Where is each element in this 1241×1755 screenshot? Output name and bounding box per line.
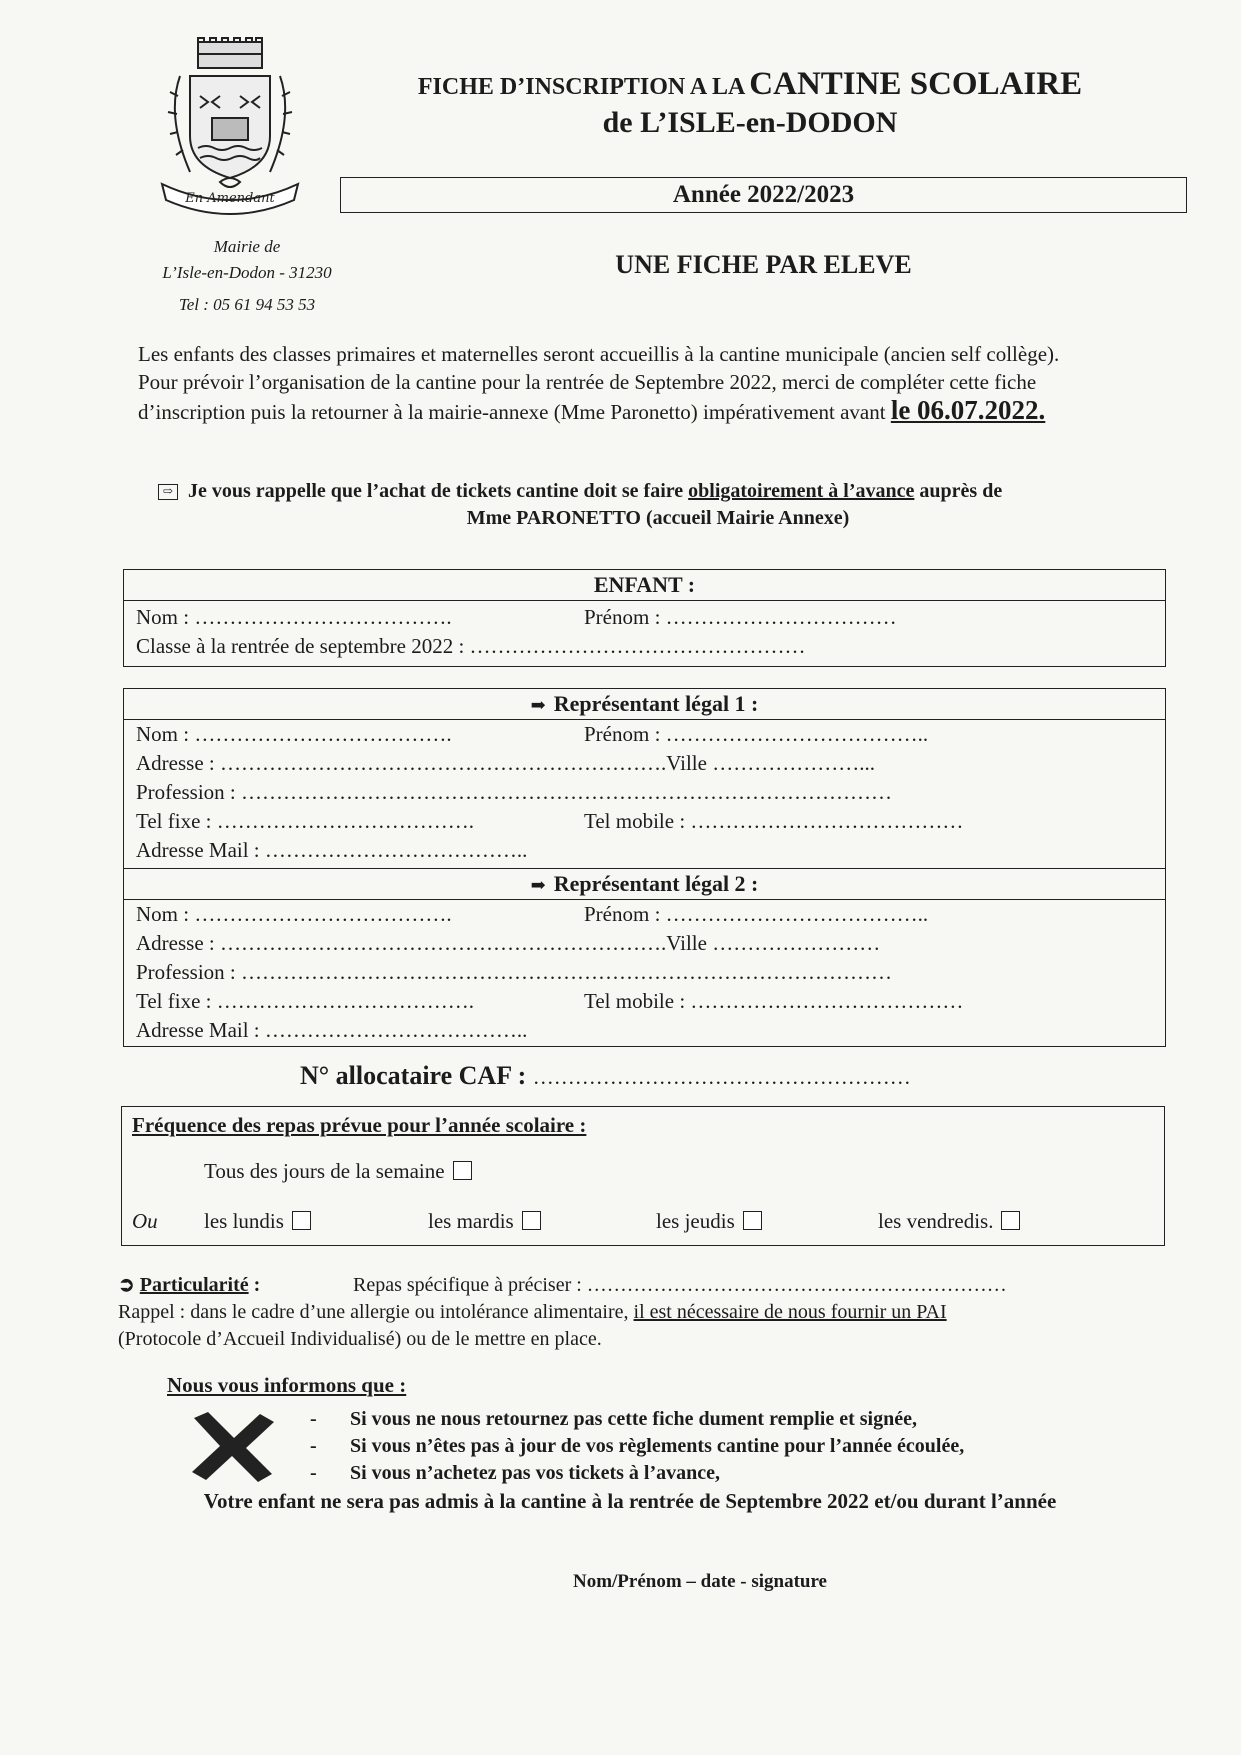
condition-1-text: Si vous ne nous retournez pas cette fiche dument remplie et signée, <box>350 1408 917 1430</box>
representant-2-title: Représentant légal 2 : <box>553 871 759 896</box>
meal-frequency-section <box>121 1106 1165 1246</box>
cross-mark-icon <box>188 1410 278 1484</box>
inform-title: Nous vous informons que : <box>167 1373 407 1397</box>
particularite-section <box>118 1272 1158 1353</box>
representant-1-header <box>124 689 1165 720</box>
school-year: Année 2022/2023 <box>672 181 855 208</box>
mardis-checkbox[interactable] <box>522 1211 541 1230</box>
condition-3 <box>310 1460 964 1487</box>
caf-number-row <box>300 1061 911 1091</box>
repas-specifique-field[interactable]: Repas spécifique à préciser : ……………………………………………………… <box>353 1274 1007 1296</box>
rep2-mail-field[interactable]: Adresse Mail : ……………………………….. <box>136 1018 528 1042</box>
ou-label: Ou <box>132 1209 158 1233</box>
school-year-box <box>340 177 1187 213</box>
bullet-dash: - <box>310 1435 317 1457</box>
enfant-nom-field[interactable]: Nom : ………………………………. <box>136 605 452 629</box>
vendredis-option <box>878 1209 1020 1234</box>
bullet-dash: - <box>310 1462 317 1484</box>
intro-line-1: Les enfants des classes primaires et maternelles seront accueillis à la cantine municipale (ancien self collège). <box>138 342 1060 366</box>
reminder-text-after: auprès de <box>914 480 1003 502</box>
intro-line-3-text: d’inscription puis la retourner à la mairie-annexe (Mme Paronetto) impérativement avant <box>138 400 891 424</box>
rappel-text: Rappel : dans le cadre d’une allergie ou intolérance alimentaire, <box>118 1301 634 1323</box>
rep2-profession-field[interactable]: Profession : ………………………………………………………………………………… <box>136 960 892 984</box>
caf-number-field[interactable]: ……………………………………………… <box>532 1065 911 1089</box>
jeudis-checkbox[interactable] <box>743 1211 762 1230</box>
rep1-profession-field[interactable]: Profession : ………………………………………………………………………………… <box>136 780 892 804</box>
mairie-phone: Tel : 05 61 94 53 53 <box>178 295 316 314</box>
rappel-line-2: (Protocole d’Accueil Individualisé) ou de le mettre en place. <box>118 1328 602 1350</box>
all-days-label: Tous des jours de la semaine <box>204 1159 445 1183</box>
page-title <box>330 66 1170 103</box>
reminder-text: Je vous rappelle que l’achat de tickets cantine doit se faire <box>188 480 689 502</box>
intro-line-2: Pour prévoir l’organisation de la cantine pour la rentrée de Septembre 2022, merci de compléter cette fiche <box>138 370 1037 394</box>
mairie-name: Mairie de <box>213 237 281 256</box>
mardis-label: les mardis <box>428 1209 514 1233</box>
lundis-option <box>204 1209 311 1234</box>
intro-paragraph <box>138 340 1138 426</box>
rep1-prenom-field[interactable]: Prénom : ……………………………….. <box>584 722 929 746</box>
title-large: CANTINE SCOLAIRE <box>749 66 1083 102</box>
right-arrow-icon: ➡ <box>530 695 546 715</box>
rappel-line-1 <box>118 1299 1158 1326</box>
vendredis-label: les vendredis. <box>878 1209 994 1233</box>
rep2-nom-field[interactable]: Nom : ………………………………. <box>136 902 452 926</box>
checkbox-arrow-icon: ⇨ <box>158 484 178 500</box>
representant-1-title: Représentant légal 1 : <box>553 691 759 716</box>
reminder-underlined: obligatoirement à l’avance <box>688 480 915 502</box>
motto-text: En Amendant <box>185 191 275 206</box>
rep1-adresse-field[interactable]: Adresse : ……………………………………………………….Ville …………………... <box>136 751 875 775</box>
jeudis-label: les jeudis <box>656 1209 735 1233</box>
enfant-section <box>123 569 1166 667</box>
enfant-header: ENFANT : <box>124 570 1165 601</box>
representant-2-header <box>124 869 1165 900</box>
condition-2 <box>310 1433 964 1460</box>
rep1-mail-field[interactable]: Adresse Mail : ……………………………….. <box>136 838 528 862</box>
particularite-label-wrap <box>118 1274 260 1296</box>
mairie-address: L’Isle-en-Dodon - 31230 <box>162 263 332 282</box>
consequence-text: Votre enfant ne sera pas admis à la cantine à la rentrée de Septembre 2022 et/ou durant l’année <box>203 1489 1057 1513</box>
rep1-telmobile-field[interactable]: Tel mobile : ………………………………… <box>584 809 964 833</box>
mairie-info <box>152 234 342 318</box>
intro-line-3 <box>138 396 1138 426</box>
rep2-adresse-field[interactable]: Adresse : ……………………………………………………….Ville …………………… <box>136 931 881 955</box>
rep1-nom-field[interactable]: Nom : ………………………………. <box>136 722 452 746</box>
lundis-label: les lundis <box>204 1209 284 1233</box>
lundis-checkbox[interactable] <box>292 1211 311 1230</box>
representant-1-section <box>123 688 1166 869</box>
circle-arrow-icon: ➲ <box>118 1274 140 1296</box>
right-arrow-icon: ➡ <box>530 875 546 895</box>
title-small: FICHE D’INSCRIPTION A LA <box>417 74 746 100</box>
all-days-option <box>204 1159 472 1184</box>
caf-label: N° allocataire CAF : <box>300 1061 527 1090</box>
coat-of-arms-logo <box>150 36 310 226</box>
rep2-telmobile-field[interactable]: Tel mobile : ………………………………… <box>584 989 964 1013</box>
ticket-reminder <box>158 478 1158 532</box>
condition-1 <box>310 1406 964 1433</box>
rappel-underlined: il est nécessaire de nous fournir un PAI <box>633 1301 947 1323</box>
condition-3-text: Si vous n’achetez pas vos tickets à l’avance, <box>350 1462 720 1484</box>
signature-field[interactable]: Nom/Prénom – date - signature <box>572 1571 827 1592</box>
enfant-prenom-field[interactable]: Prénom : …………………………… <box>584 605 897 629</box>
one-form-per-student: UNE FICHE PAR ELEVE <box>615 250 912 279</box>
particularite-label: Particularité <box>139 1274 249 1296</box>
rep2-telfixe-field[interactable]: Tel fixe : ………………………………. <box>136 989 474 1013</box>
conditions-list <box>310 1406 964 1487</box>
page-title-town: de L’ISLE-en-DODON <box>602 106 898 139</box>
condition-2-text: Si vous n’êtes pas à jour de vos règlements cantine pour l’année écoulée, <box>350 1435 965 1457</box>
rep2-prenom-field[interactable]: Prénom : ……………………………….. <box>584 902 929 926</box>
bullet-dash: - <box>310 1408 317 1430</box>
frequency-title: Fréquence des repas prévue pour l’année scolaire : <box>132 1113 587 1137</box>
deadline-date: le 06.07.2022. <box>890 395 1046 425</box>
rep1-telfixe-field[interactable]: Tel fixe : ………………………………. <box>136 809 474 833</box>
enfant-classe-field[interactable]: Classe à la rentrée de septembre 2022 : ………………………………………… <box>136 634 806 658</box>
representant-2-section <box>123 869 1166 1047</box>
mardis-option <box>428 1209 541 1234</box>
particularite-colon: : <box>248 1274 261 1296</box>
vendredis-checkbox[interactable] <box>1001 1211 1020 1230</box>
reminder-line-2: Mme PARONETTO (accueil Mairie Annexe) <box>466 507 850 529</box>
jeudis-option <box>656 1209 762 1234</box>
all-days-checkbox[interactable] <box>453 1161 472 1180</box>
